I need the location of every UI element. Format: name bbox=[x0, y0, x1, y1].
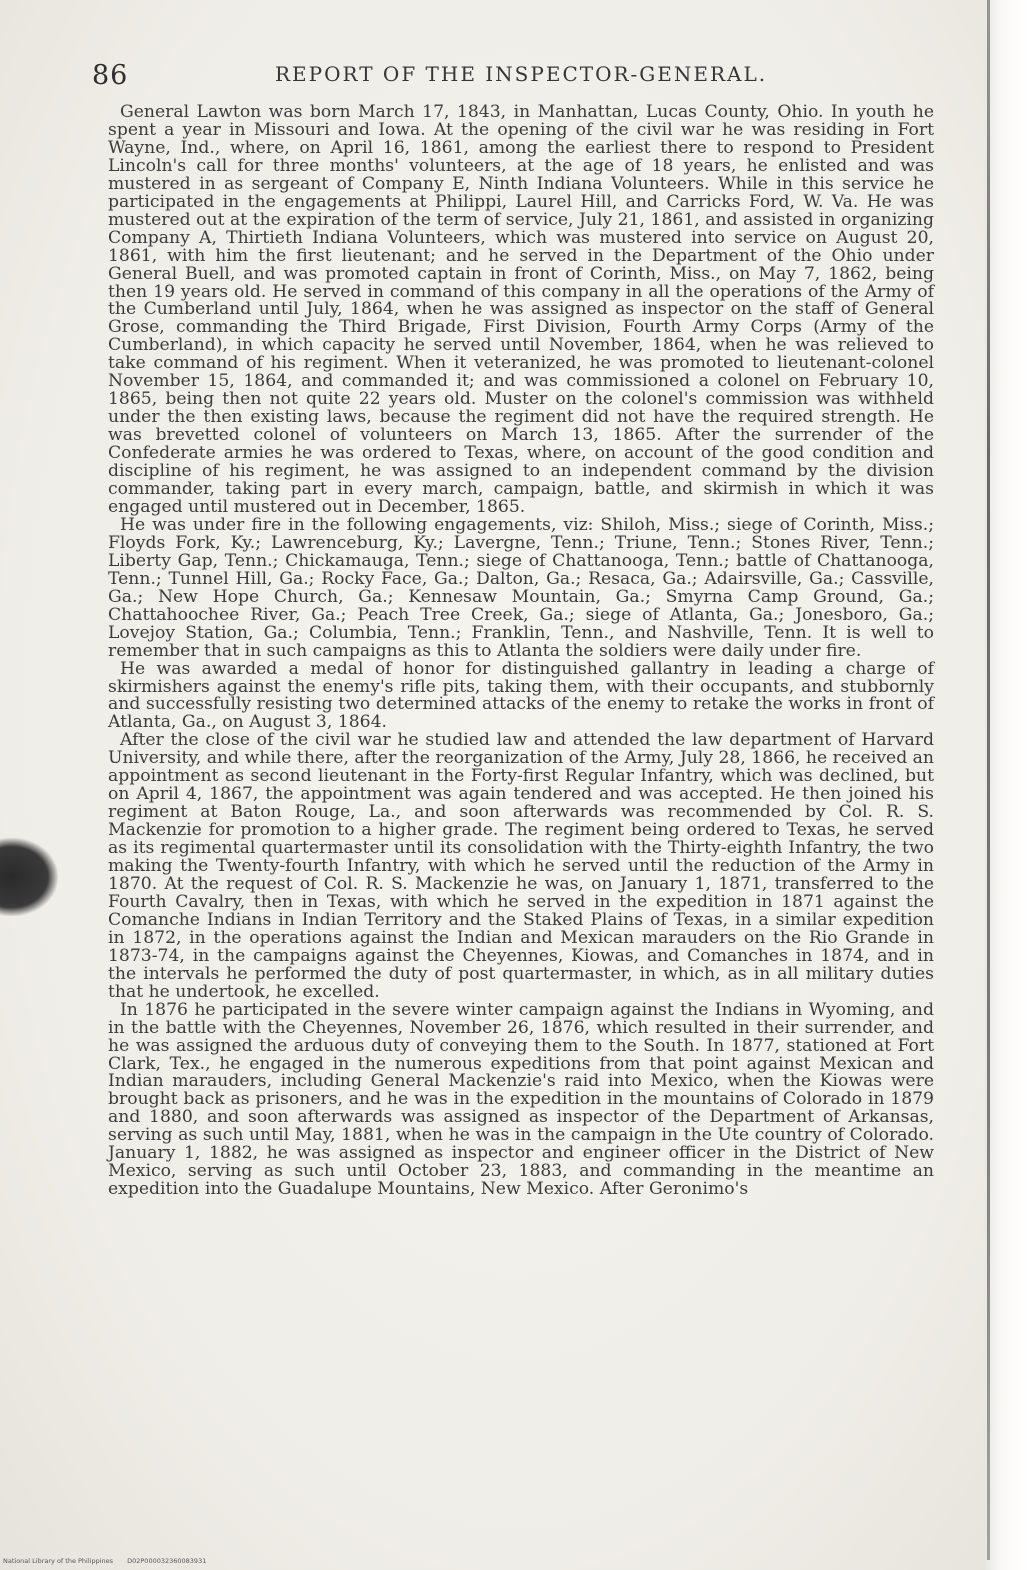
binding-edge-line bbox=[987, 0, 990, 1560]
paragraph-engagements: He was under fire in the following engagements, viz: Shiloh, Miss.; siege of Corinth, Miss.; Floyds Fork, Ky.; Lawrenceburg, Ky.; Lavergne, Tenn.; Triune, Tenn.; Stones River, Tenn.; Liberty Gap, Tenn.; Chickamauga, Tenn.; siege of Chattanooga, Tenn.; battle of Chattanooga, Tenn.; Tunnel Hill, Ga.; Rocky Face, Ga.; Dalton, Ga.; Resaca, Ga.; Adairsville, Ga.; Cassville, Ga.; New Hope Church, Ga.; Kennesaw Mountain, Ga.; Smyrna Camp Ground, Ga.; Chattahoochee River, Ga.; Peach Tree Creek, Ga.; siege of Atlanta, Ga.; Jonesboro, Ga.; Lovejoy Station, Ga.; Columbia, Tenn.; Franklin, Tenn., and Nashville, Tenn. It is well to remember that in such campaigns as this to Atlanta the soldiers were daily under fire. bbox=[108, 514, 934, 661]
page-right-margin bbox=[985, 0, 1029, 1570]
paragraph-regular-army-service: After the close of the civil war he studied law and attended the law department of Harvard University, and while there, after the reorganization of the Army, July 28, 1866, he received an appointment as second lieutenant in the Forty-first Regular Infantry, which was declined, but on April 4, 1867, the appointment was again tendered and was accepted. He then joined his regiment at Baton Rouge, La., and soon afterwards was recommended by Col. R. S. Mackenzie for promotion to a higher grade. The regiment being ordered to Texas, he served as its regimental quartermaster until its consolidation with the Thirty-eighth Infantry, the two making the Twenty-fourth Infantry, with which he served until the reduction of the Army in 1870. At the request of Col. R. S. Mackenzie he was, on January 1, 1871, transferred to the Fourth Cavalry, then in Texas, with which he served in the expedition in 1871 against the Comanche Indians in Indian Territory and the Staked Plains of Texas, in a similar expedition in 1872, in the operations against the Indian and Mexican marauders on the Rio Grande in 1873-74, in the campaigns against the Cheyennes, Kiowas, and Comanches in 1874, and in the intervals he performed the duty of post quartermaster, in which, as in all military duties that he undertook, he excelled. bbox=[108, 730, 934, 1002]
paragraph-indian-campaigns: In 1876 he participated in the severe winter campaign against the Indians in Wyoming, and in the battle with the Cheyennes, November 26, 1876, which resulted in their surrender, and he was assigned the arduous duty of conveying them to the South. In 1877, stationed at Fort Clark, Tex., he engaged in the numerous expeditions from that point against Mexican and Indian marauders, including General Mackenzie's raid into Mexico, when the Kiowas were brought back as prisoners, and he was in the expedition in the mountains of Colorado in 1879 and 1880, and soon afterwards was assigned as inspector of the Department of Arkansas, serving as such until May, 1881, when he was in the campaign in the Ute country of Colorado. January 1, 1882, he was assigned as inspector and engineer officer in the District of New Mexico, serving as such until October 23, 1883, and commanding in the meantime an expedition into the Guadalupe Mountains, New Mexico. After Geronimo's bbox=[108, 999, 934, 1200]
scanner-thumb-shadow bbox=[0, 838, 58, 916]
scan-footer bbox=[3, 1557, 218, 1565]
running-head: REPORT OF THE INSPECTOR-GENERAL. bbox=[275, 62, 768, 86]
paragraph-birth-and-civil-war: General Lawton was born March 17, 1843, in Manhattan, Lucas County, Ohio. In youth he spent a year in Missouri and Iowa. At the opening of the civil war he was residing in Fort Wayne, Ind., where, on April 16, 1861, among the earliest there to respond to President Lincoln's call for three months' volunteers, at the age of 18 years, he enlisted and was mustered in as sergeant of Company E, Ninth Indiana Volunteers. While in this service he participated in the engagements at Philippi, Laurel Hill, and Carricks Ford, W. Va. He was mustered out at the expiration of the term of service, July 21, 1861, and assisted in organizing Company A, Thirtieth Indiana Volunteers, which was mustered into service on August 20, 1861, with him the first lieutenant; and he served in the Department of the Ohio under General Buell, and was promoted captain in front of Corinth, Miss., on May 7, 1862, being then 19 years old. He served in command of this company in all the operations of the Army of the Cumberland until July, 1864, when he was assigned as inspector on the staff of General Grose, commanding the Third Brigade, First Division, Fourth Army Corps (Army of the Cumberland), in which capacity he served until November, 1864, when he was relieved to take command of his regiment. When it veteranized, he was promoted to lieutenant-colonel November 15, 1864, and commanded it; and was commissioned a colonel on February 10, 1865, being then not quite 22 years old. Muster on the colonel's commission was withheld under the then existing laws, because the regiment did not have the required strength. He was brevetted colonel of volunteers on March 13, 1865. After the surrender of the Confederate armies he was ordered to Texas, where, on account of the good condition and discipline of his regiment, he was assigned to an independent command by the division commander, taking part in every march, campaign, battle, and skirmish in which it was engaged until mustered out in December, 1865. bbox=[108, 102, 934, 517]
paragraph-medal-of-honor: He was awarded a medal of honor for distinguished gallantry in leading a charge of skirmishers against the enemy's rifle pits, taking them, with their occupants, and stubbornly and successfully resisting two determined attacks of the enemy to retake the works in front of Atlanta, Ga., on August 3, 1864. bbox=[108, 658, 934, 733]
page-number: 86 bbox=[92, 60, 129, 91]
footer-library: National Library of the Philippines bbox=[3, 1557, 114, 1565]
body-text bbox=[108, 104, 934, 1199]
footer-identifier: D02P000032360083931 bbox=[127, 1557, 207, 1565]
page-header bbox=[92, 60, 938, 94]
